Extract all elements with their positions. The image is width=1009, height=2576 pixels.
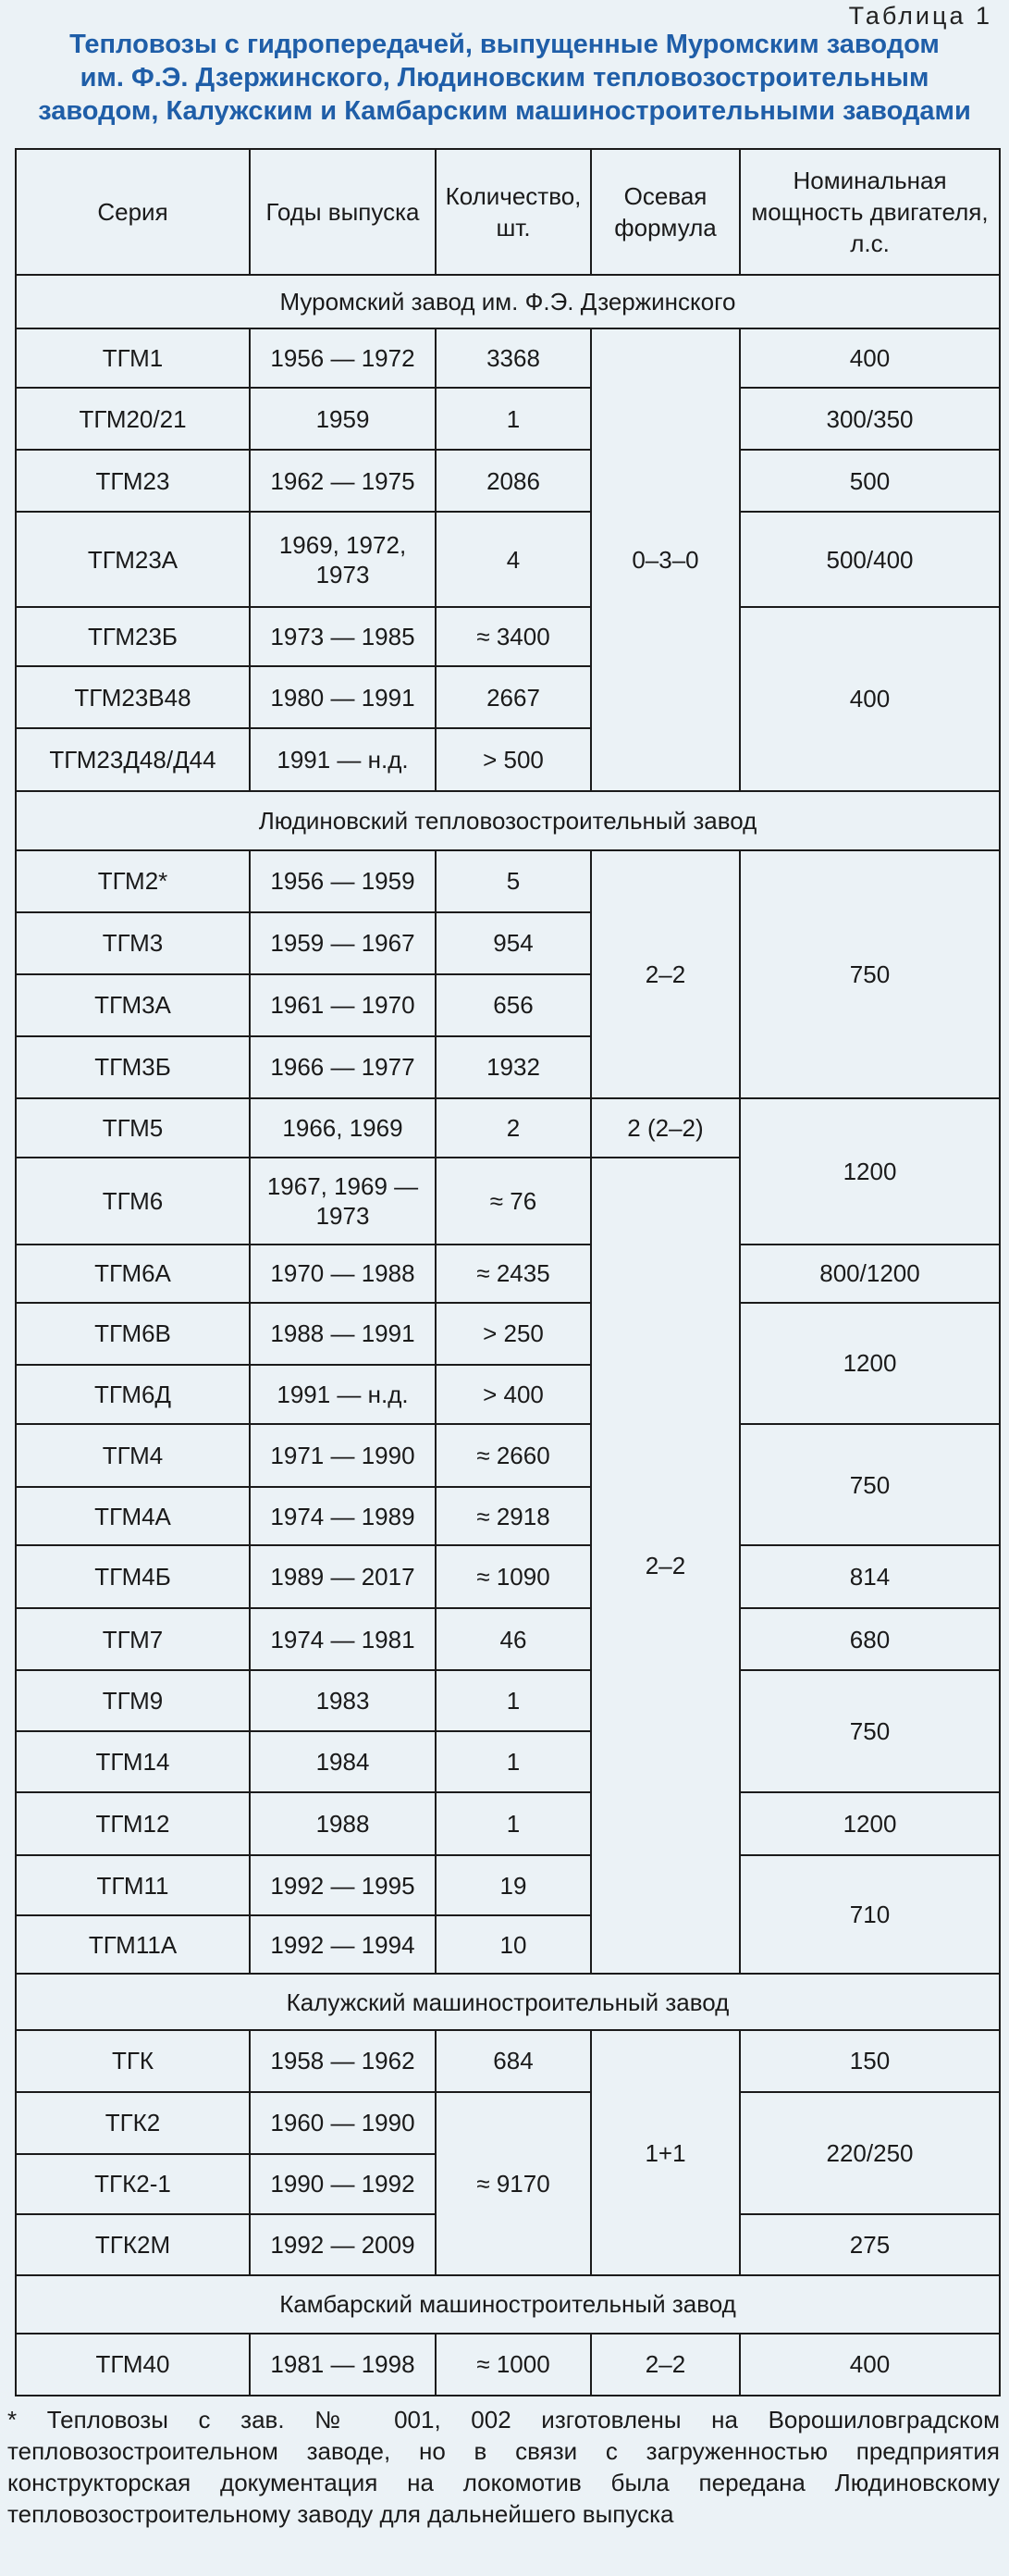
cell-power: 750 [740, 1424, 1000, 1545]
cell-years: 1989 — 2017 [250, 1545, 436, 1608]
section-row [16, 1974, 1000, 2030]
cell-series: ТГМ1 [16, 328, 250, 388]
table-row [16, 328, 1000, 388]
locomotive-table [15, 148, 1001, 2396]
cell-years: 1956 — 1972 [250, 328, 436, 388]
cell-qty: 3368 [436, 328, 591, 388]
title-line-1: Тепловозы с гидропередачей, выпущенные Муромским заводом [69, 30, 940, 59]
cell-years: 1988 — 1991 [250, 1303, 436, 1365]
table-row [16, 607, 1000, 666]
cell-years: 1992 — 1994 [250, 1915, 436, 1974]
header-row [16, 149, 1000, 275]
cell-series: ТГМ23Д48/Д44 [16, 728, 250, 790]
cell-years: 1956 — 1959 [250, 850, 436, 912]
cell-series: ТГМ3Б [16, 1036, 250, 1098]
section-kambarka: Камбарский машиностроительный завод [16, 2275, 1000, 2334]
cell-qty: 5 [436, 850, 591, 912]
cell-qty: 10 [436, 1915, 591, 1974]
table-row [16, 1098, 1000, 1158]
table-row [16, 2030, 1000, 2091]
cell-series: ТГМ4А [16, 1487, 250, 1545]
cell-series: ТГМ23А [16, 512, 250, 607]
cell-axle: 2–2 [591, 1158, 740, 1975]
cell-years: 1991 — н.д. [250, 728, 436, 790]
table-row [16, 850, 1000, 912]
cell-years: 1969, 1972, 1973 [250, 512, 436, 607]
cell-axle: 2–2 [591, 2334, 740, 2396]
cell-years: 1959 — 1967 [250, 912, 436, 974]
cell-qty: ≈ 76 [436, 1158, 591, 1245]
cell-qty: ≈ 3400 [436, 607, 591, 666]
cell-power: 710 [740, 1855, 1000, 1974]
cell-series: ТГМ23 [16, 450, 250, 512]
cell-years: 1974 — 1989 [250, 1487, 436, 1545]
cell-qty: 954 [436, 912, 591, 974]
cell-series: ТГК [16, 2030, 250, 2091]
cell-years: 1960 — 1990 [250, 2092, 436, 2154]
table-row [16, 1545, 1000, 1608]
cell-qty: 656 [436, 974, 591, 1036]
cell-series: ТГК2М [16, 2214, 250, 2275]
table-number: Таблица 1 [848, 2, 992, 30]
section-row [16, 791, 1000, 850]
cell-series: ТГМ6А [16, 1245, 250, 1303]
table-row [16, 450, 1000, 512]
cell-series: ТГК2-1 [16, 2154, 250, 2214]
cell-qty: > 250 [436, 1303, 591, 1365]
cell-years: 1966 — 1977 [250, 1036, 436, 1098]
cell-power: 1200 [740, 1792, 1000, 1855]
cell-years: 1966, 1969 [250, 1098, 436, 1158]
table-row [16, 2092, 1000, 2154]
cell-series: ТГМ4 [16, 1424, 250, 1487]
cell-series: ТГМ9 [16, 1670, 250, 1731]
cell-qty: ≈ 2918 [436, 1487, 591, 1545]
cell-power: 500 [740, 450, 1000, 512]
cell-power: 220/250 [740, 2092, 1000, 2214]
cell-qty: ≈ 2435 [436, 1245, 591, 1303]
section-lyudinovo: Людиновский тепловозостроительный завод [16, 791, 1000, 850]
cell-series: ТГМ6 [16, 1158, 250, 1245]
cell-series: ТГМ40 [16, 2334, 250, 2396]
cell-years: 1962 — 1975 [250, 450, 436, 512]
cell-series: ТГМ6Д [16, 1365, 250, 1424]
cell-series: ТГМ14 [16, 1731, 250, 1792]
cell-years: 1990 — 1992 [250, 2154, 436, 2214]
cell-power: 400 [740, 328, 1000, 388]
cell-qty: 2 [436, 1098, 591, 1158]
cell-years: 1970 — 1988 [250, 1245, 436, 1303]
cell-years: 1974 — 1981 [250, 1608, 436, 1670]
table-row [16, 2334, 1000, 2396]
cell-qty: ≈ 1090 [436, 1545, 591, 1608]
table-row [16, 1670, 1000, 1731]
cell-qty: 1 [436, 388, 591, 450]
cell-series: ТГМ6В [16, 1303, 250, 1365]
cell-qty: 4 [436, 512, 591, 607]
cell-years: 1971 — 1990 [250, 1424, 436, 1487]
cell-years: 1992 — 2009 [250, 2214, 436, 2275]
cell-years: 1981 — 1998 [250, 2334, 436, 2396]
header-series: Серия [16, 149, 250, 275]
cell-power: 300/350 [740, 388, 1000, 450]
cell-years: 1958 — 1962 [250, 2030, 436, 2091]
cell-years: 1983 [250, 1670, 436, 1731]
cell-years: 1980 — 1991 [250, 666, 436, 728]
section-murom: Муромский завод им. Ф.Э. Дзержинского [16, 275, 1000, 328]
cell-power: 750 [740, 1670, 1000, 1792]
section-kaluga: Калужский машиностроительный завод [16, 1974, 1000, 2030]
table-row [16, 388, 1000, 450]
cell-qty: > 500 [436, 728, 591, 790]
cell-series: ТГМ3А [16, 974, 250, 1036]
cell-series: ТГМ2* [16, 850, 250, 912]
cell-series: ТГМ23В48 [16, 666, 250, 728]
cell-qty: > 400 [436, 1365, 591, 1424]
cell-series: ТГК2 [16, 2092, 250, 2154]
cell-power: 800/1200 [740, 1245, 1000, 1303]
cell-power: 400 [740, 607, 1000, 790]
cell-series: ТГМ7 [16, 1608, 250, 1670]
table-row [16, 1792, 1000, 1855]
cell-series: ТГМ4Б [16, 1545, 250, 1608]
table-title [0, 28, 1009, 128]
title-line-2: им. Ф.Э. Дзержинского, Людиновским тепловозостроительным [80, 63, 929, 93]
cell-qty: 1 [436, 1792, 591, 1855]
cell-years: 1959 [250, 388, 436, 450]
cell-qty: 684 [436, 2030, 591, 2091]
cell-years: 1988 [250, 1792, 436, 1855]
cell-series: ТГМ3 [16, 912, 250, 974]
footnote: * Тепловозы с зав. № 001, 002 изготовлены на Ворошиловградском тепловозостроительном заводе, но в связи с загруженностью предприятия конструкторская документация на локомотив была передана Людиновскому тепловозостроительному заводу для дальнейшего выпуска [7, 2406, 1000, 2528]
cell-axle: 2 (2–2) [591, 1098, 740, 1158]
title-line-3: заводом, Калужским и Камбарским машиностроительными заводами [38, 96, 971, 126]
cell-qty: ≈ 1000 [436, 2334, 591, 2396]
cell-qty: 2086 [436, 450, 591, 512]
cell-axle: 2–2 [591, 850, 740, 1098]
cell-power: 750 [740, 850, 1000, 1098]
cell-axle: 0–3–0 [591, 328, 740, 790]
cell-years: 1973 — 1985 [250, 607, 436, 666]
cell-power: 1200 [740, 1098, 1000, 1245]
table-row [16, 512, 1000, 607]
cell-series: ТГМ23Б [16, 607, 250, 666]
header-power: Номинальная мощность двигателя, л.с. [740, 149, 1000, 275]
cell-power: 680 [740, 1608, 1000, 1670]
cell-power: 400 [740, 2334, 1000, 2396]
cell-qty: 46 [436, 1608, 591, 1670]
cell-axle: 1+1 [591, 2030, 740, 2274]
table-row [16, 1303, 1000, 1365]
cell-years: 1984 [250, 1731, 436, 1792]
cell-years: 1961 — 1970 [250, 974, 436, 1036]
cell-series: ТГМ11А [16, 1915, 250, 1974]
cell-qty: 1 [436, 1731, 591, 1792]
table-row [16, 1424, 1000, 1487]
section-row [16, 2275, 1000, 2334]
header-axle: Осевая формула [591, 149, 740, 275]
cell-years: 1991 — н.д. [250, 1365, 436, 1424]
table-row [16, 1608, 1000, 1670]
cell-qty: 1932 [436, 1036, 591, 1098]
cell-qty: 1 [436, 1670, 591, 1731]
header-qty: Количество, шт. [436, 149, 591, 275]
section-row [16, 275, 1000, 328]
cell-series: ТГМ11 [16, 1855, 250, 1915]
cell-qty: 2667 [436, 666, 591, 728]
cell-power: 1200 [740, 1303, 1000, 1424]
cell-power: 814 [740, 1545, 1000, 1608]
cell-power: 150 [740, 2030, 1000, 2091]
table-row [16, 1855, 1000, 1915]
cell-series: ТГМ20/21 [16, 388, 250, 450]
cell-series: ТГМ12 [16, 1792, 250, 1855]
table-row [16, 1245, 1000, 1303]
cell-power: 275 [740, 2214, 1000, 2275]
cell-qty: 19 [436, 1855, 591, 1915]
cell-power: 500/400 [740, 512, 1000, 607]
cell-qty: ≈ 2660 [436, 1424, 591, 1487]
cell-qty: ≈ 9170 [436, 2092, 591, 2275]
cell-years: 1967, 1969 — 1973 [250, 1158, 436, 1245]
cell-series: ТГМ5 [16, 1098, 250, 1158]
cell-years: 1992 — 1995 [250, 1855, 436, 1915]
header-years: Годы выпуска [250, 149, 436, 275]
